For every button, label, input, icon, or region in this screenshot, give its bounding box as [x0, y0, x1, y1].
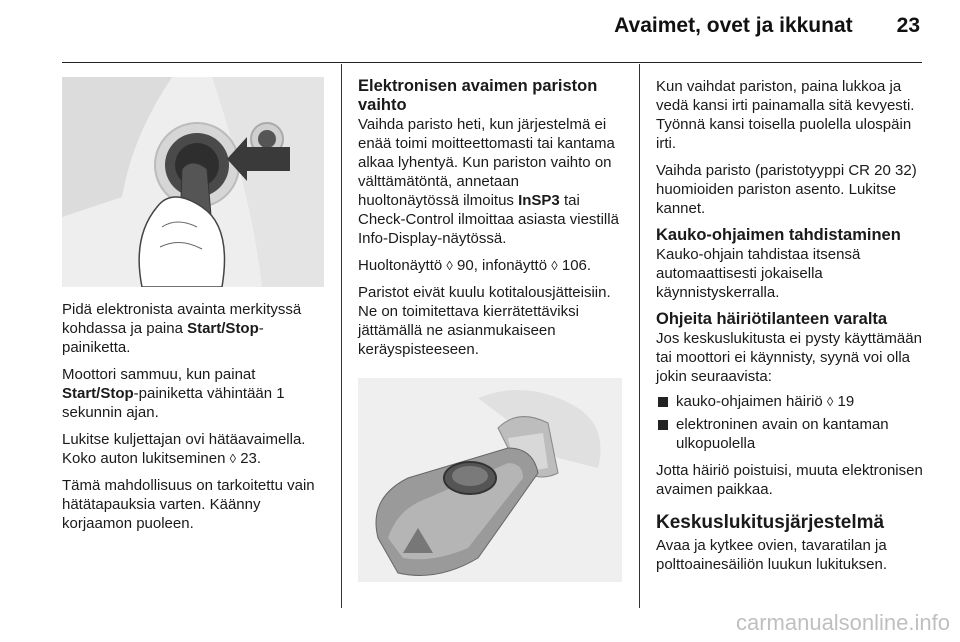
heading-battery-replacement: Elektronisen avaimen pariston vaihto: [358, 77, 598, 114]
page-reference-link[interactable]: 106: [561, 257, 587, 274]
paragraph-battery-disposal: Paristot eivät kuulu kotitalousjätteisiin. Ne on toimitettava kierrätettäviksi jättämällä ne asianmukaiseen keräyspisteeseen.: [358, 284, 611, 358]
section-title: Avaimet, ovet ja ikkunat: [614, 14, 853, 37]
paragraph-emergency-key: Lukitse kuljettajan ovi hätäavaimella. Koko auton lukitseminen ◊ 23.: [62, 431, 306, 467]
column-divider-2: [639, 64, 640, 608]
page-reference-link[interactable]: 90: [457, 257, 474, 274]
reference-icon: ◊: [826, 394, 834, 409]
paragraph-remove-cover: Kun vaihdat pariston, paina lukkoa ja vedä kansi irti painamalla sitä kevyesti. Työnnä kansi toisella puolella ulospäin irti.: [656, 78, 915, 152]
key-fob-battery-illustration: [358, 378, 622, 582]
list-item: kauko-ohjaimen häiriö ◊ 19: [656, 392, 926, 411]
bullet-icon: [658, 397, 668, 407]
paragraph-display-refs: Huoltonäyttö ◊ 90, infonäyttö ◊ 106.: [358, 257, 592, 274]
paragraph-central-locking: Avaa ja kytkee ovien, tavaratilan ja polttoainesäiliön luukun lukituksen.: [656, 537, 887, 573]
column-2: [358, 77, 624, 367]
header-rule: [62, 62, 922, 63]
paragraph-hold-key: Pidä elektronista avainta merkityssä kohdassa ja paina Start/Stop-painiketta.: [62, 301, 302, 356]
column-divider-1: [341, 64, 342, 608]
paragraph-troubleshooting: Jos keskuslukitusta ei pysty käyttämään tai moottori ei käynnisty, syynä voi olla jokin seuraavista:: [656, 330, 922, 385]
reference-icon: ◊: [229, 451, 237, 466]
heading-troubleshooting: Ohjeita häiriötilanteen varalta: [656, 310, 888, 328]
paragraph-battery-warning: Vaihda paristo heti, kun järjestelmä ei enää toimi moitteettomasti tai kantama alkaa lyhentyä. Kun pariston vaihto on välttämätöntä, annetaan huoltonäytössä ilmoitus InSP3 tai Check-Control ilmoittaa asiasta viestillä Info-Display-näytössä.: [358, 116, 619, 247]
paragraph-fix-interference: Jotta häiriö poistuisi, muuta elektronisen avaimen paikkaa.: [656, 462, 923, 498]
paragraph-battery-type: Vaihda paristo (paristotyyppi CR 20 32) huomioiden pariston asento. Lukitse kannet.: [656, 162, 917, 217]
column-3: [656, 77, 926, 582]
heading-central-locking: Keskuslukitusjärjestelmä: [656, 512, 885, 533]
page-header: [614, 14, 920, 38]
start-stop-illustration: [62, 77, 324, 287]
watermark: carmanualsonline.info: [735, 610, 950, 635]
paragraph-emergency-note: Tämä mahdollisuus on tarkoitettu vain hätätapauksia varten. Käänny korjaamon puoleen.: [62, 477, 315, 532]
reference-icon: ◊: [446, 258, 453, 273]
page-reference-link[interactable]: 23: [240, 450, 257, 467]
list-item: elektroninen avain on kantaman ulkopuolella: [656, 415, 926, 453]
bullet-icon: [658, 420, 668, 430]
column-1: [62, 300, 328, 541]
reference-icon: ◊: [551, 258, 558, 273]
paragraph-remote-sync: Kauko-ohjain tahdistaa itsensä automaattisesti jokaisella käynnistyskerralla.: [656, 246, 861, 301]
heading-remote-sync: Kauko-ohjaimen tahdistaminen: [656, 226, 901, 244]
page-number: 23: [896, 14, 920, 37]
page-reference-link[interactable]: 19: [837, 393, 855, 410]
paragraph-engine-off: Moottori sammuu, kun painat Start/Stop-painiketta vähintään 1 sekunnin ajan.: [62, 366, 285, 421]
